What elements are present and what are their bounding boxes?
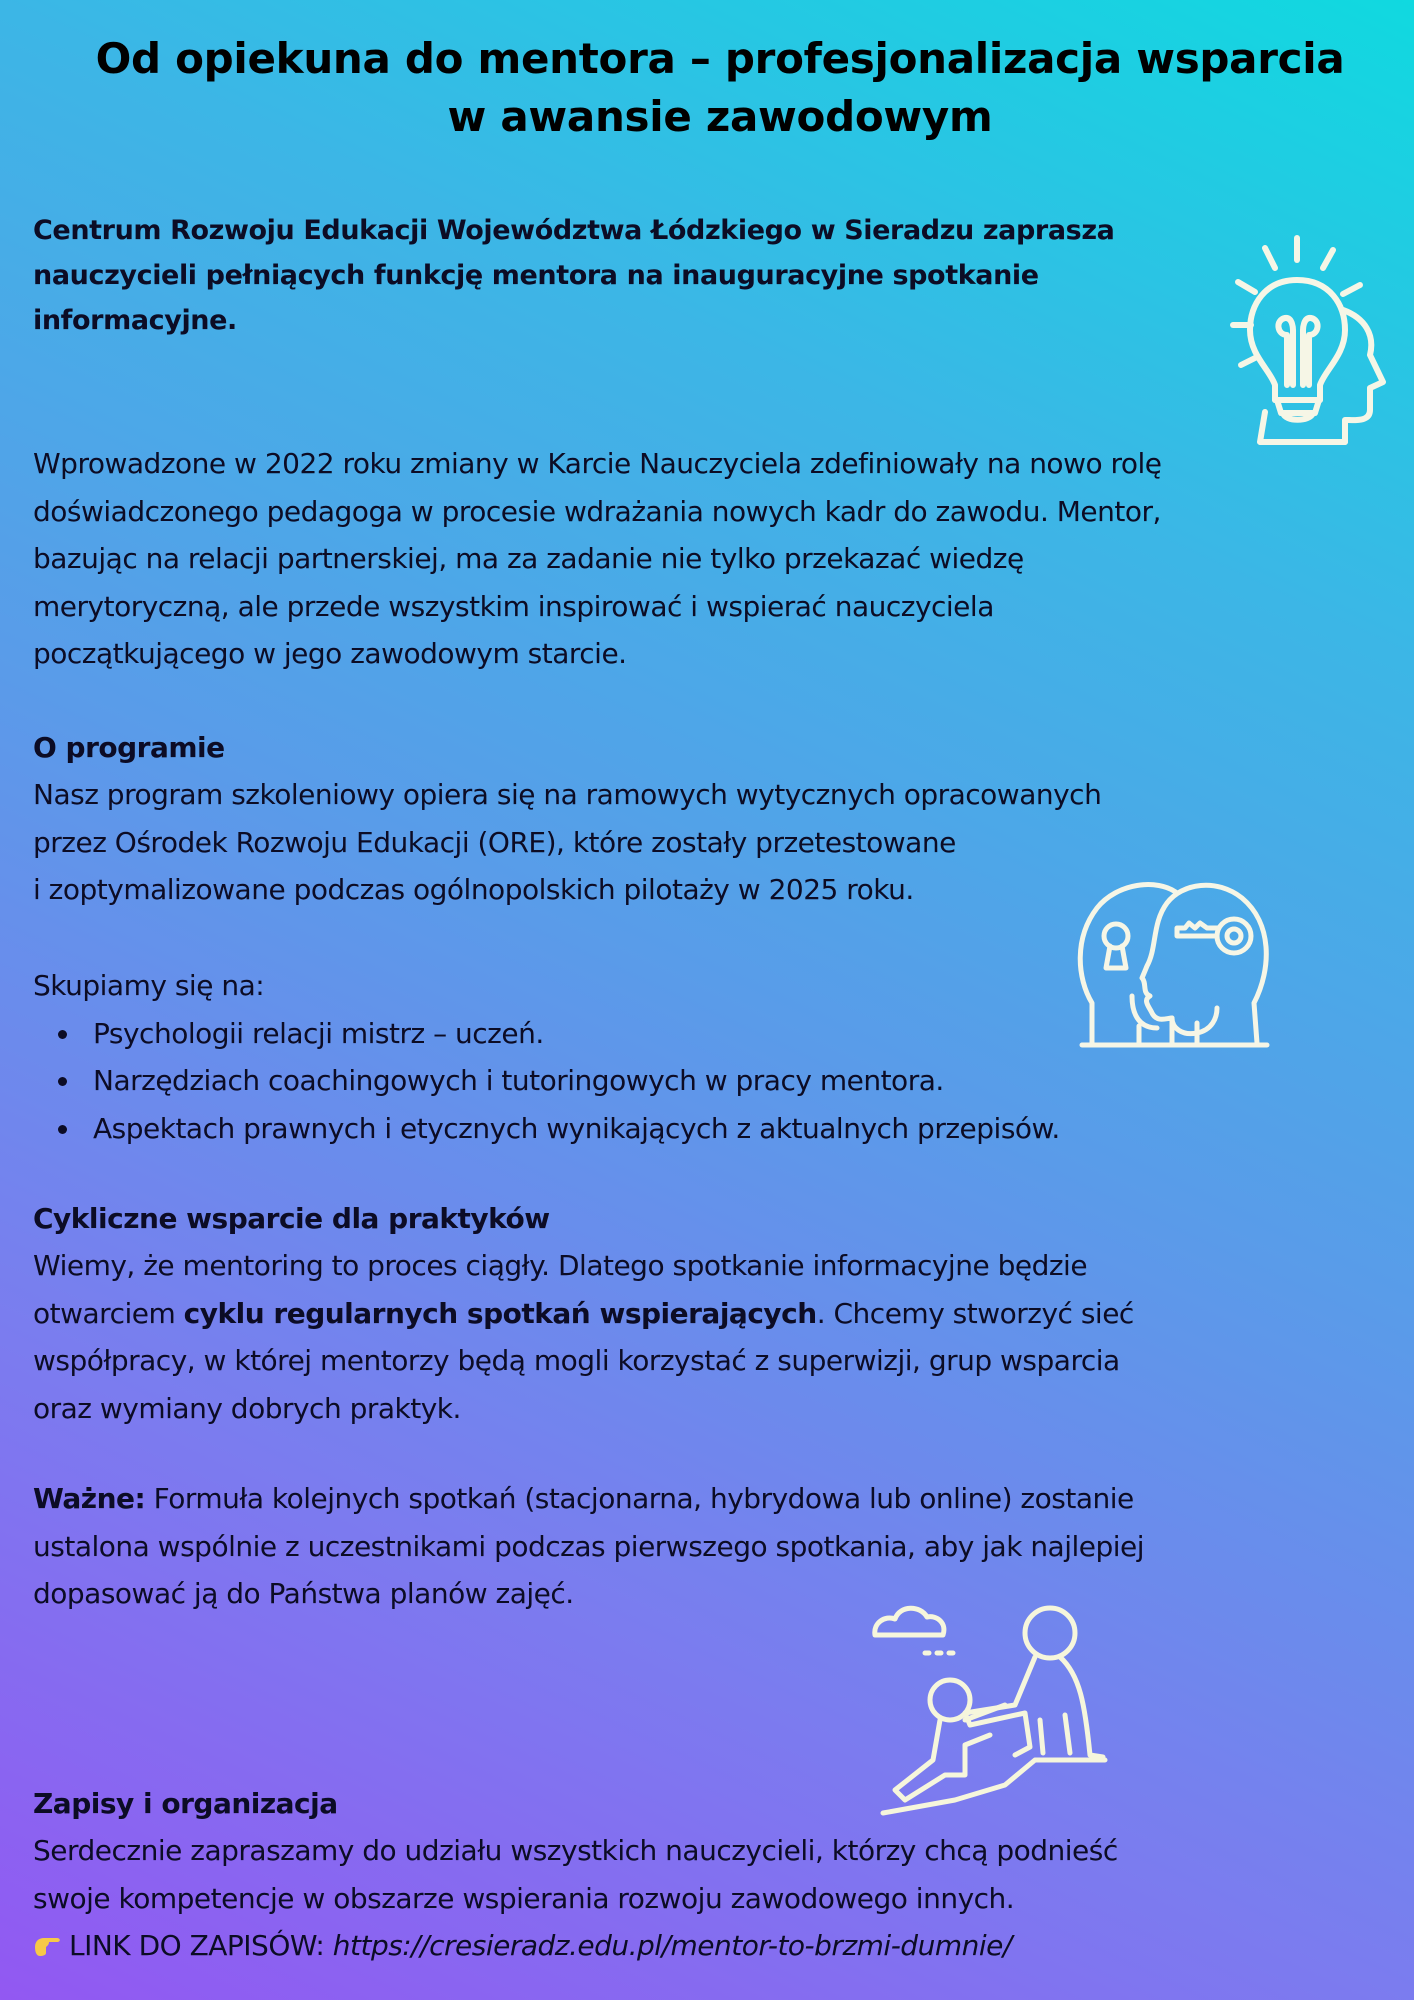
program-line: Nasz program szkoleniowy opiera się na ramowych wytycznych opracowanych bbox=[33, 778, 1102, 811]
cyclic-support-heading: Cykliczne wsparcie dla praktyków bbox=[33, 1202, 550, 1235]
focus-item-text: Narzędziach coachingowych i tutoringowych w pracy mentora. bbox=[93, 1064, 944, 1097]
heads-key-lock-icon bbox=[1072, 878, 1272, 1053]
focus-list bbox=[33, 1010, 1060, 1153]
focus-list-item bbox=[33, 1010, 1060, 1058]
signup-section bbox=[33, 1780, 1118, 1970]
signup-link-label: LINK DO ZAPISÓW: bbox=[69, 1929, 333, 1962]
focus-list-item bbox=[33, 1057, 1060, 1105]
title-line-1: Od opiekuna do mentora – profesjonalizacja wsparcia bbox=[95, 34, 1345, 83]
focus-section bbox=[33, 962, 1060, 1152]
pointing-hand-icon bbox=[33, 1924, 65, 1946]
signup-line: swoje kompetencje w obszarze wspierania rozwoju zawodowego innych. bbox=[33, 1881, 1015, 1915]
focus-intro: Skupiamy się na: bbox=[33, 969, 265, 1002]
intro-line: informacyjne. bbox=[33, 305, 237, 336]
intro-paragraph bbox=[33, 208, 1333, 343]
program-heading: O programie bbox=[33, 731, 225, 764]
focus-item-text: Psychologii relacji mistrz – uczeń. bbox=[93, 1016, 544, 1050]
bullet-icon bbox=[58, 1125, 67, 1134]
context-line: doświadczonego pedagoga w procesie wdrażania nowych kadr do zawodu. Mentor, bbox=[33, 494, 1161, 528]
important-label: Ważne: bbox=[33, 1482, 146, 1515]
intro-line: nauczycieli pełniących funkcję mentora na inauguracyjne spotkanie bbox=[33, 260, 1039, 291]
context-line: merytoryczną, ale przede wszystkim inspirować i wspierać nauczyciela bbox=[33, 589, 994, 623]
signup-link-line bbox=[33, 1922, 1118, 1970]
bullet-icon bbox=[58, 1030, 67, 1039]
important-line: dopasować ją do Państwa planów zajęć. bbox=[33, 1577, 574, 1610]
important-line bbox=[33, 1475, 1144, 1523]
important-line: ustalona wspólnie z uczestnikami podczas pierwszego spotkania, aby jak najlepiej bbox=[33, 1529, 1145, 1563]
focus-list-item bbox=[33, 1105, 1060, 1153]
context-line: Wprowadzone w 2022 roku zmiany w Karcie Nauczyciela zdefiniowały na nowo rolę bbox=[33, 447, 1162, 480]
important-text: Formuła kolejnych spotkań (stacjonarna, hybrydowa lub online) zostanie bbox=[145, 1482, 1134, 1515]
cyclic-line-prefix: otwarciem bbox=[33, 1296, 184, 1330]
cyclic-line bbox=[33, 1290, 1134, 1338]
context-line: początkującego w jego zawodowym starcie. bbox=[33, 637, 627, 670]
page-title bbox=[40, 30, 1400, 146]
signup-link[interactable]: https://cresieradz.edu.pl/mentor-to-brzmi-dumnie/ bbox=[332, 1929, 1012, 1962]
program-line: przez Ośrodek Rozwoju Edukacji (ORE), które zostały przetestowane bbox=[33, 825, 956, 859]
cyclic-line: współpracy, w której mentorzy będą mogli korzystać z superwizji, grup wsparcia bbox=[33, 1344, 1120, 1377]
context-paragraph bbox=[33, 440, 1162, 678]
program-line: i zoptymalizowane podczas ogólnopolskich pilotaży w 2025 roku. bbox=[33, 873, 914, 906]
cyclic-line: Wiemy, że mentoring to proces ciągły. Dlatego spotkanie informacyjne będzie bbox=[33, 1249, 1088, 1282]
cyclic-emphasis: cyklu regularnych spotkań wspierających bbox=[183, 1296, 817, 1330]
intro-line: Centrum Rozwoju Edukacji Województwa Łódzkiego w Sieradzu zaprasza bbox=[33, 215, 1115, 246]
focus-item-text: Aspektach prawnych i etycznych wynikających z aktualnych przepisów. bbox=[93, 1111, 1060, 1145]
cyclic-line: oraz wymiany dobrych praktyk. bbox=[33, 1391, 461, 1425]
cyclic-support-section bbox=[33, 1195, 1134, 1432]
title-line-2: w awansie zawodowym bbox=[447, 92, 993, 141]
program-section bbox=[33, 724, 1101, 914]
lightbulb-head-icon bbox=[1215, 230, 1390, 450]
cyclic-line-suffix: . Chcemy stworzyć sieć bbox=[816, 1296, 1134, 1330]
signup-line: Serdecznie zapraszamy do udziału wszystkich nauczycieli, którzy chcą podnieść bbox=[33, 1834, 1118, 1867]
signup-heading: Zapisy i organizacja bbox=[33, 1787, 338, 1820]
bullet-icon bbox=[58, 1077, 67, 1086]
context-line: bazując na relacji partnerskiej, ma za zadanie nie tylko przekazać wiedzę bbox=[33, 542, 1024, 575]
